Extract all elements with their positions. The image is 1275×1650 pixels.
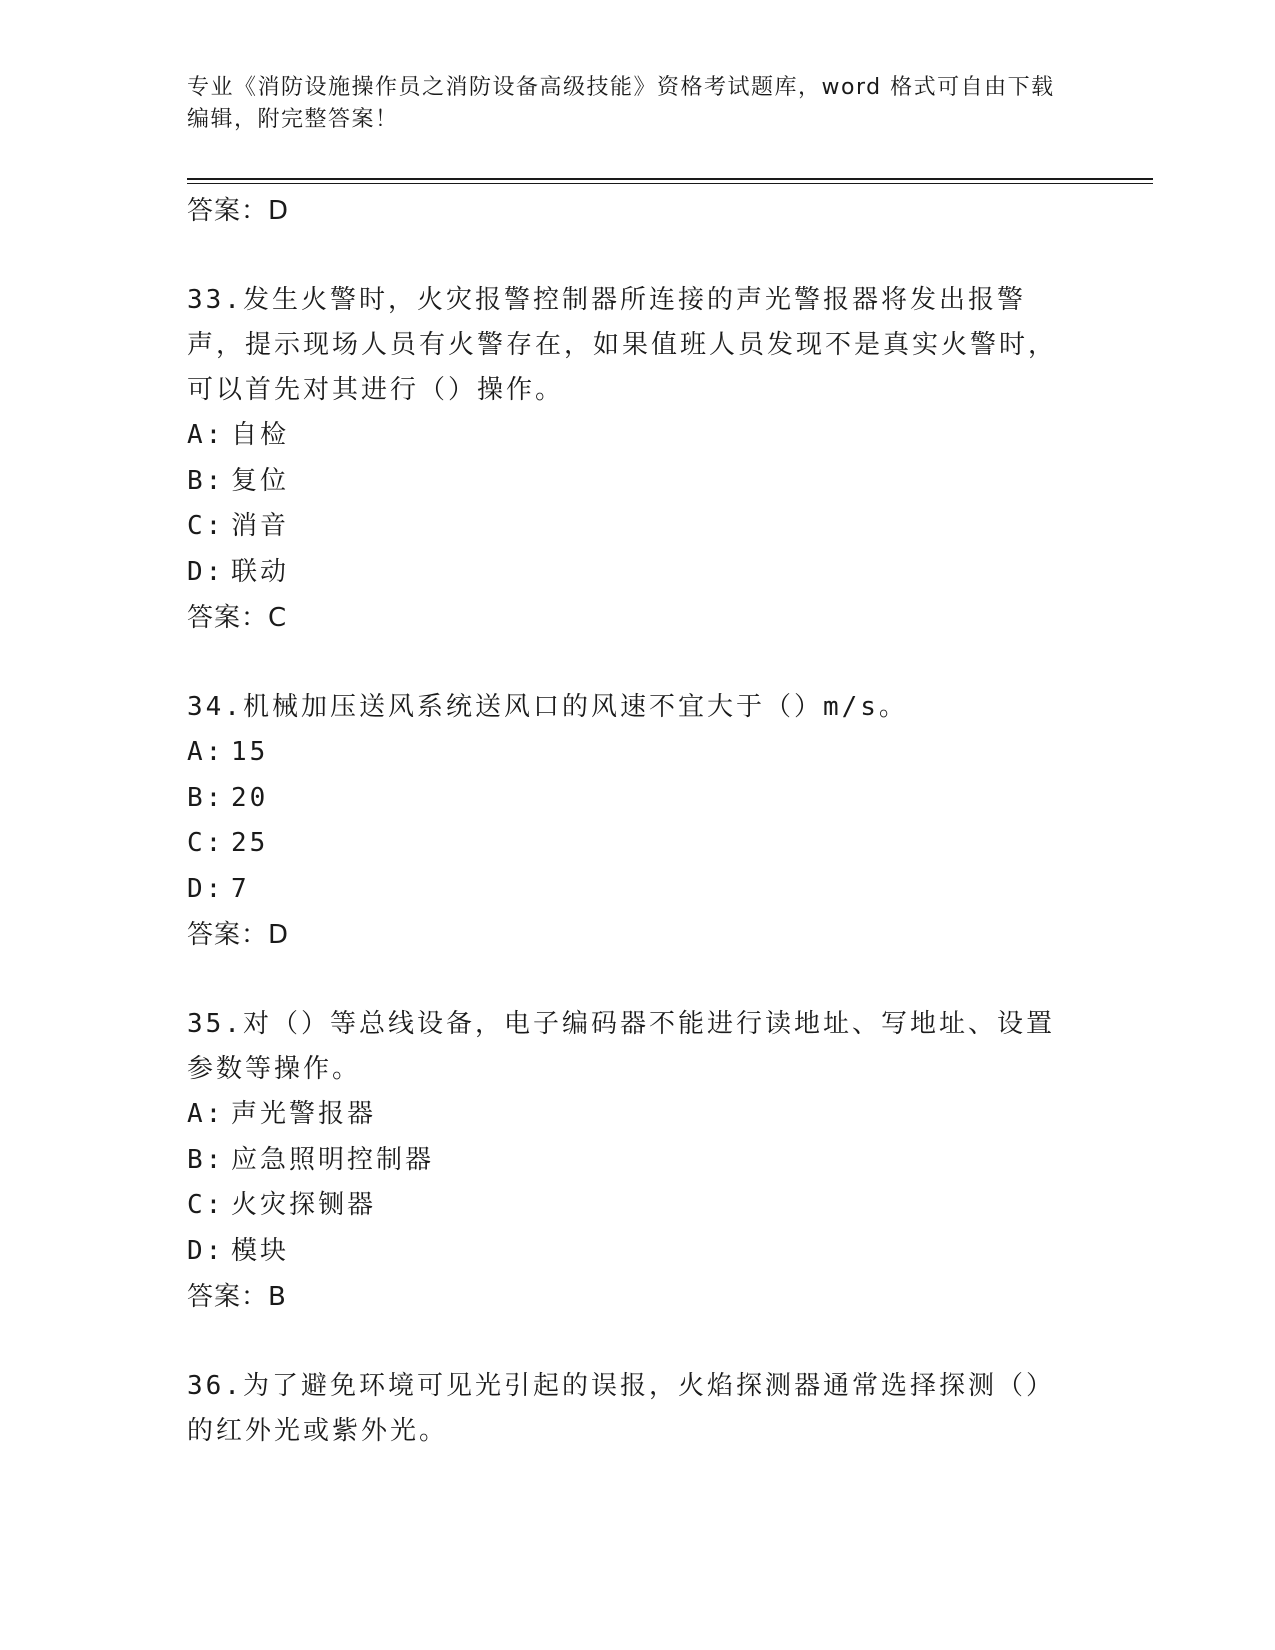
option-letter: B: [187,1144,225,1175]
page-header: 专业《消防设施操作员之消防设备高级技能》资格考试题库，word 格式可自由下载编辑，附完整答案！ [187,75,1055,132]
option-d [187,550,1067,596]
option-text: 7 [231,873,250,904]
option-a [187,1092,1067,1138]
header-divider-thin [187,183,1153,184]
option-text: 火灾探铡器 [231,1190,377,1220]
option-letter: B: [187,782,225,813]
question-stem: 34.机械加压送风系统送风口的风速不宜大于（）m/s。 [187,692,908,722]
option-text: 声光警报器 [231,1099,377,1129]
option-a [187,730,1067,776]
option-letter: A: [187,737,225,767]
answer-line: 答案：C [187,603,288,633]
option-text: 自检 [231,420,290,450]
option-letter: D: [187,1235,225,1266]
question-block [187,685,1067,958]
spacer [187,1320,1067,1364]
question-block [187,1002,1067,1320]
question-stem: 33.发生火警时，火灾报警控制器所连接的声光警报器将发出报警声，提示现场人员有火警存在，如果值班人员发现不是真实火警时，可以首先对其进行（）操作。 [187,285,1058,405]
spacer [187,234,1067,278]
option-b [187,459,1067,505]
question-stem: 35.对（）等总线设备，电子编码器不能进行读地址、写地址、设置参数等操作。 [187,1009,1055,1084]
option-letter: C: [187,828,225,858]
option-c [187,821,1067,867]
option-letter: A: [187,1099,225,1129]
option-text: 15 [231,737,269,767]
option-a [187,413,1067,459]
option-text: 应急照明控制器 [231,1144,435,1175]
option-letter: B: [187,465,225,496]
question-list [187,188,1067,1454]
option-letter: D: [187,873,225,904]
option-text: 模块 [231,1235,290,1266]
option-c [187,504,1067,550]
option-letter: C: [187,1190,225,1220]
question-block [187,278,1067,641]
answer-line: 答案：D [187,196,290,226]
spacer [187,958,1067,1002]
option-letter: D: [187,556,225,587]
option-letter: C: [187,511,225,541]
option-d [187,1229,1067,1275]
option-letter: A: [187,420,225,450]
option-text: 复位 [231,465,290,496]
option-b [187,776,1067,822]
answer-line: 答案：D [187,920,290,950]
spacer [187,641,1067,685]
header-divider-thick [187,178,1153,180]
question-block [187,1364,1067,1454]
option-text: 25 [231,828,269,858]
option-b [187,1138,1067,1184]
option-c [187,1183,1067,1229]
option-d [187,867,1067,913]
answer-line: 答案：B [187,1282,287,1312]
option-text: 联动 [231,556,290,587]
option-text: 消音 [231,511,290,541]
option-text: 20 [231,782,269,813]
question-stem: 36.为了避免环境可见光引起的误报，火焰探测器通常选择探测（）的红外光或紫外光。 [187,1371,1055,1446]
